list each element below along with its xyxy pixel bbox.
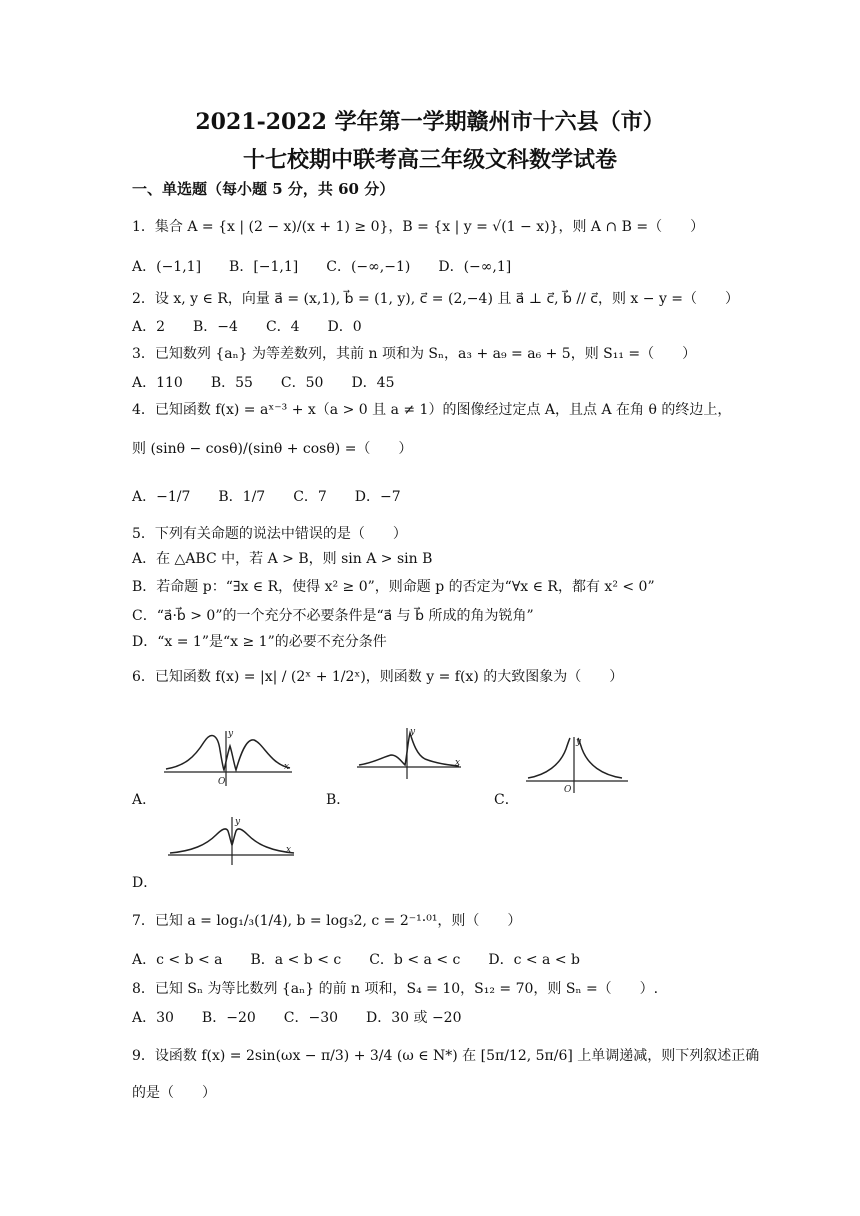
- q6-graph-a-x: x: [284, 762, 290, 772]
- q6-label-d: D．: [132, 875, 158, 891]
- q6-graph-c-y: y: [576, 737, 582, 747]
- q6-graph-c: [524, 735, 632, 795]
- q5-stem: 5．下列有关命题的说法中错误的是（ ）: [132, 526, 407, 542]
- q6-graph-d-y: y: [235, 817, 241, 827]
- q6-graph-d: [166, 815, 301, 867]
- q9-stem-line-2: 的是（ ）: [132, 1085, 216, 1101]
- q4-stem-line-2: 则 (sinθ − cosθ)/(sinθ + cosθ) =（ ）: [132, 441, 413, 457]
- q3-options: A．110 B．55 C．50 D．45: [132, 375, 395, 391]
- q7-options: A．c < b < a B．a < b < c C．b < a < c D．c < a < b: [132, 952, 580, 968]
- section-heading: 一、单选题（每小题 5 分，共 60 分）: [132, 180, 395, 198]
- q5-option-a: A．在 △ABC 中，若 A > B，则 sin A > sin B: [132, 551, 433, 567]
- title-line-1: 2021-2022 学年第一学期赣州市十六县（市）: [195, 109, 665, 135]
- q5-option-c: C．“a⃗·b⃗ > 0”的一个充分不必要条件是“a⃗ 与 b⃗ 所成的角为锐角”: [132, 608, 534, 624]
- q6-graph-a: [162, 728, 297, 788]
- q6-graph-b-x: x: [455, 758, 461, 768]
- q2-stem: 2．设 x, y ∈ R，向量 a⃗ = (x,1), b⃗ = (1, y), c⃗ = (2,−4) 且 a⃗ ⊥ c⃗, b⃗ // c⃗，则 x − y =（ ）: [132, 291, 740, 307]
- q8-stem: 8．已知 Sₙ 为等比数列 {aₙ} 的前 n 项和，S₄ = 10，S₁₂ = 70，则 Sₙ =（ ）.: [132, 981, 659, 997]
- q6-label-a: A．: [132, 792, 157, 808]
- q6-graph-a-y: y: [228, 729, 234, 739]
- q4-stem-line-1: 4．已知函数 f(x) = aˣ⁻³ + x（a > 0 且 a ≠ 1）的图像经过定点 A，且点 A 在角 θ 的终边上，: [132, 402, 732, 418]
- title-line-2: 十七校期中联考高三年级文科数学试卷: [242, 147, 617, 173]
- q8-options: A．30 B．−20 C．−30 D．30 或 −20: [132, 1010, 462, 1026]
- q6-label-c: C．: [494, 792, 519, 808]
- q6-graph-d-x: x: [286, 845, 292, 855]
- q2-options: A．2 B．−4 C．4 D．0: [132, 319, 362, 335]
- q1-stem: 1．集合 A = {x | (2 − x)/(x + 1) ≥ 0}，B = {x | y = √(1 − x)}，则 A ∩ B =（ ）: [132, 219, 705, 235]
- q6-graph-b-y: y: [410, 727, 416, 737]
- q7-stem: 7．已知 a = log₁/₃(1/4), b = log₃2, c = 2⁻¹·⁰¹，则（ ）: [132, 913, 522, 929]
- q4-options: A．−1/7 B．1/7 C．7 D．−7: [132, 489, 401, 505]
- q5-option-b: B．若命题 p：“∃x ∈ R，使得 x² ≥ 0”，则命题 p 的否定为“∀x ∈ R，都有 x² < 0”: [132, 579, 655, 595]
- q5-option-d: D．“x = 1”是“x ≥ 1”的必要不充分条件: [132, 634, 387, 650]
- q1-options: A．(−1,1] B．[−1,1] C．(−∞,−1) D．(−∞,1]: [132, 259, 512, 275]
- q3-stem: 3．已知数列 {aₙ} 为等差数列，其前 n 项和为 Sₙ，a₃ + a₉ = a₆ + 5，则 S₁₁ =（ ）: [132, 346, 697, 362]
- q6-stem: 6．已知函数 f(x) = |x| / (2ˣ + 1/2ˣ)，则函数 y = f(x) 的大致图象为（ ）: [132, 669, 624, 685]
- q9-stem-line-1: 9．设函数 f(x) = 2sin(ωx − π/3) + 3/4 (ω ∈ N*) 在 [5π/12, 5π/6] 上单调递减，则下列叙述正确: [132, 1048, 760, 1064]
- q6-label-b: B．: [326, 792, 351, 808]
- q6-graph-a-origin: O: [218, 777, 226, 787]
- q6-graph-c-origin: O: [564, 785, 572, 795]
- q6-graph-b: [355, 725, 465, 780]
